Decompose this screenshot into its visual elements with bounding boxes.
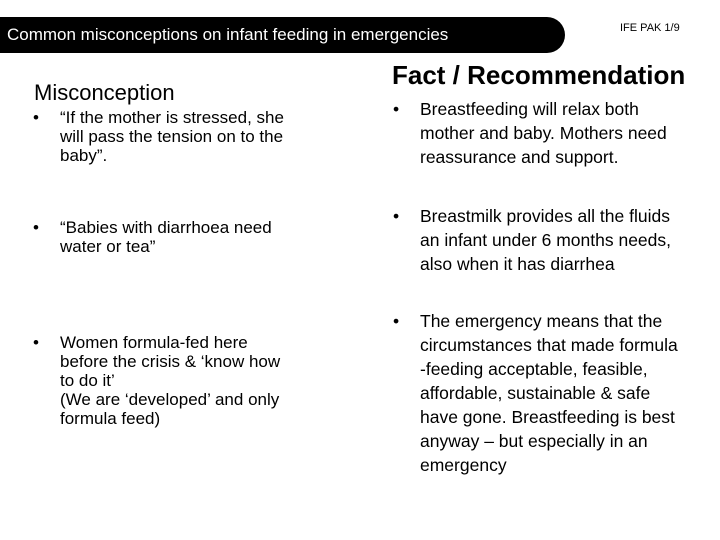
fact-item	[393, 97, 713, 169]
misconception-item	[33, 218, 333, 256]
misconception-text: Women formula-fed here before the crisis & ‘know how to do it’ (We are ‘developed’ and only formula feed)	[60, 333, 281, 428]
misconception-text: “If the mother is stressed, she will pass the tension on to the baby”.	[60, 108, 284, 165]
misconception-item	[33, 333, 333, 428]
bullet-marker: •	[393, 206, 400, 226]
fact-heading: Fact / Recommendation	[392, 60, 686, 90]
bullet-marker: •	[33, 218, 39, 237]
misconception-text: “Babies with diarrhoea need water or tea”	[60, 218, 272, 256]
bullet-marker: •	[393, 311, 400, 331]
fact-text: Breastfeeding will relax both mother and baby. Mothers need reassurance and support.	[420, 99, 667, 167]
fact-text: The emergency means that the circumstances that made formula -feeding acceptable, feasible, affordable, sustainable & safe have gone. Breastfeeding is best anyway – but especially in an emergency	[420, 311, 678, 475]
fact-text: Breastmilk provides all the fluids an infant under 6 months needs, also when it has diarrhea	[420, 206, 672, 274]
misconception-heading: Misconception	[34, 80, 175, 105]
header-bar	[0, 17, 565, 53]
fact-item	[393, 204, 713, 276]
misconception-item	[33, 108, 333, 165]
slide-id: IFE PAK 1/9	[620, 22, 680, 34]
slide-title: Common misconceptions on infant feeding in emergencies	[7, 25, 449, 44]
bullet-marker: •	[33, 108, 39, 127]
bullet-marker: •	[33, 333, 39, 352]
fact-item	[393, 309, 713, 477]
bullet-marker: •	[393, 99, 400, 119]
